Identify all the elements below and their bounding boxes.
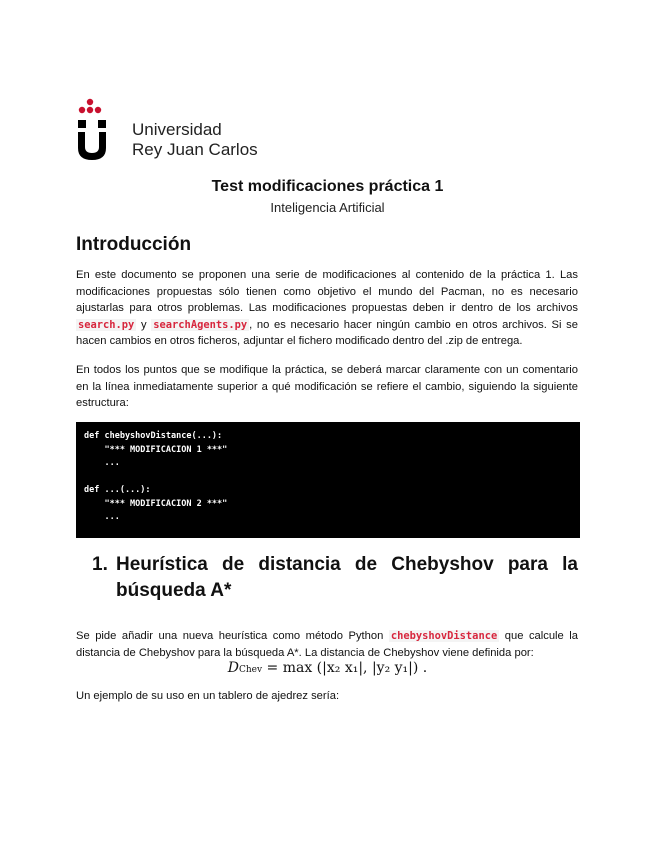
- code-search-py: search.py: [78, 318, 135, 331]
- section-1-heading-line1: Heurística de distancia de Chebyshov para la: [116, 554, 578, 575]
- code-line: [84, 471, 572, 485]
- example-text: Un ejemplo de su uso en un tablero de ajedrez sería:: [76, 690, 340, 702]
- urjc-logo-icon: [76, 96, 116, 160]
- code-chebyshov-distance: chebyshovDistance: [390, 630, 498, 642]
- university-name: [132, 120, 258, 160]
- chebyshev-formula: DChev = max (|x₂ x₁|, |y₂ y₁|) .: [227, 660, 428, 676]
- intro-paragraph-2: En todos los puntos que se modifique la práctica, se deberá marcar claramente con un comentario en la línea inmediatamente superior a qué modificación se refiere el cambio, siguiendo la siguiente estructura:: [76, 364, 578, 409]
- university-line1: Universidad: [132, 120, 222, 139]
- section-1-heading-line2: búsqueda A*: [116, 580, 232, 601]
- document-subtitle: Inteligencia Artificial: [270, 200, 385, 215]
- intro-paragraph-1: En este documento se proponen una serie de modificaciones al contenido de la práctica 1. Las modificaciones propuestas sólo tienen como objetivo el mundo del Pacman, no es necesario ajustarlas para otros problemas. Las modificaciones propuestas deben ir dentro de los archivos search.py y searchAgents.py , no es necesario hacer ningún cambio en otros archivos. Si se hacen cambios en otros ficheros, adjuntar el fichero modificado dentro del .zip de entrega.: [76, 269, 579, 347]
- intro-heading: Introducción: [76, 234, 192, 255]
- code-line: ...: [84, 512, 120, 522]
- code-line: "*** MODIFICACION 2 ***": [84, 498, 228, 509]
- document-title: Test modificaciones práctica 1: [211, 178, 444, 195]
- university-line2: Rey Juan Carlos: [132, 140, 258, 159]
- code-line: def ...(...):: [84, 485, 151, 495]
- code-line: def chebyshovDistance(...):: [84, 431, 223, 441]
- code-block: [76, 422, 580, 538]
- code-line: "*** MODIFICACION 1 ***": [84, 444, 228, 455]
- section-1-number: 1.: [92, 554, 108, 575]
- code-search-agents-py: searchAgents.py: [153, 318, 248, 331]
- university-logo: [76, 96, 276, 166]
- code-line: ...: [84, 458, 120, 468]
- section-1-paragraph: Se pide añadir una nueva heurística como método Python chebyshovDistance que calcule la distancia de Chebyshov para la búsqueda A*. La distancia de Chebyshov viene definida por:: [76, 630, 579, 659]
